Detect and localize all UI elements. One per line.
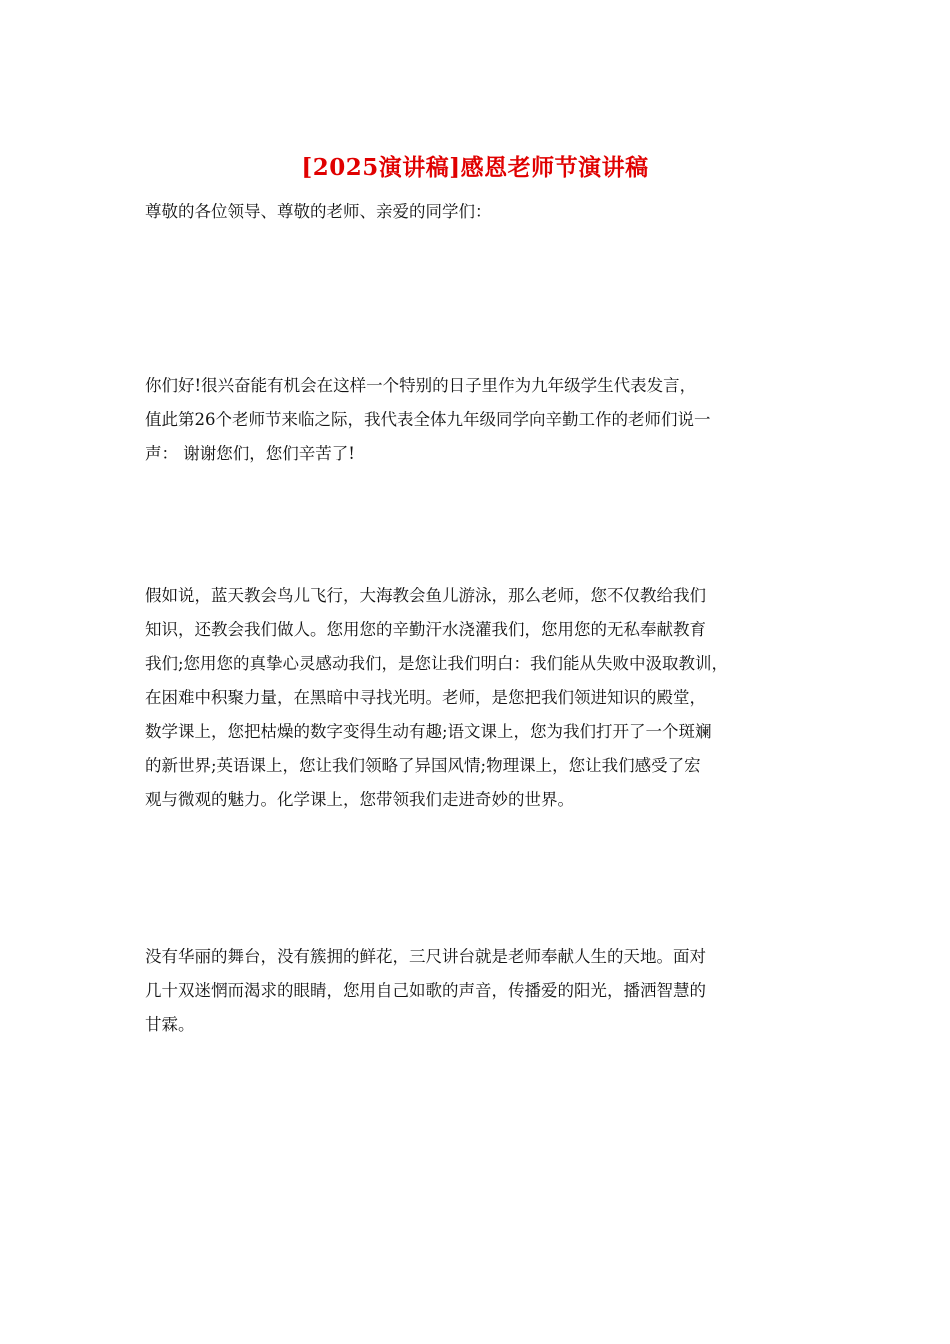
paragraph-line: 的新世界;英语课上，您让我们领略了异国风情;物理课上，您让我们感受了宏 — [145, 756, 701, 775]
paragraph-line: 没有华丽的舞台，没有簇拥的鲜花，三尺讲台就是老师奉献人生的天地。面对 — [145, 947, 706, 966]
paragraph-line: 观与微观的魅力。化学课上，您带领我们走进奇妙的世界。 — [145, 790, 574, 809]
paragraph-line: 数学课上，您把枯燥的数字变得生动有趣;语文课上，您为我们打开了一个斑斓 — [145, 722, 712, 741]
paragraph-2 — [145, 579, 815, 817]
paragraph-line: 我们;您用您的真挚心灵感动我们，是您让我们明白：我们能从失败中汲取教训， — [145, 654, 729, 673]
paragraph-line: 声： 谢谢您们，您们辛苦了! — [145, 444, 355, 463]
paragraph-line: 知识，还教会我们做人。您用您的辛勤汗水浇灌我们，您用您的无私奉献教育 — [145, 620, 706, 639]
paragraph-line: 你们好!很兴奋能有机会在这样一个特别的日子里作为九年级学生代表发言， — [145, 376, 697, 395]
document-title: [2025演讲稿]感恩老师节演讲稿 — [301, 154, 649, 181]
paragraph-3 — [145, 940, 815, 1042]
paragraph-line: 假如说，蓝天教会鸟儿飞行，大海教会鱼儿游泳，那么老师，您不仅教给我们 — [145, 586, 706, 605]
paragraph-1 — [145, 369, 815, 471]
paragraph-line: 值此第26个老师节来临之际，我代表全体九年级同学向辛勤工作的老师们说一 — [145, 410, 711, 429]
salutation: 尊敬的各位领导、尊敬的老师、亲爱的同学们： — [145, 202, 492, 221]
paragraph-line: 甘霖。 — [145, 1015, 195, 1034]
paragraph-line: 在困难中积聚力量，在黑暗中寻找光明。老师，是您把我们领进知识的殿堂， — [145, 688, 706, 707]
paragraph-line: 几十双迷惘而渴求的眼睛，您用自己如歌的声音，传播爱的阳光，播洒智慧的 — [145, 981, 706, 1000]
